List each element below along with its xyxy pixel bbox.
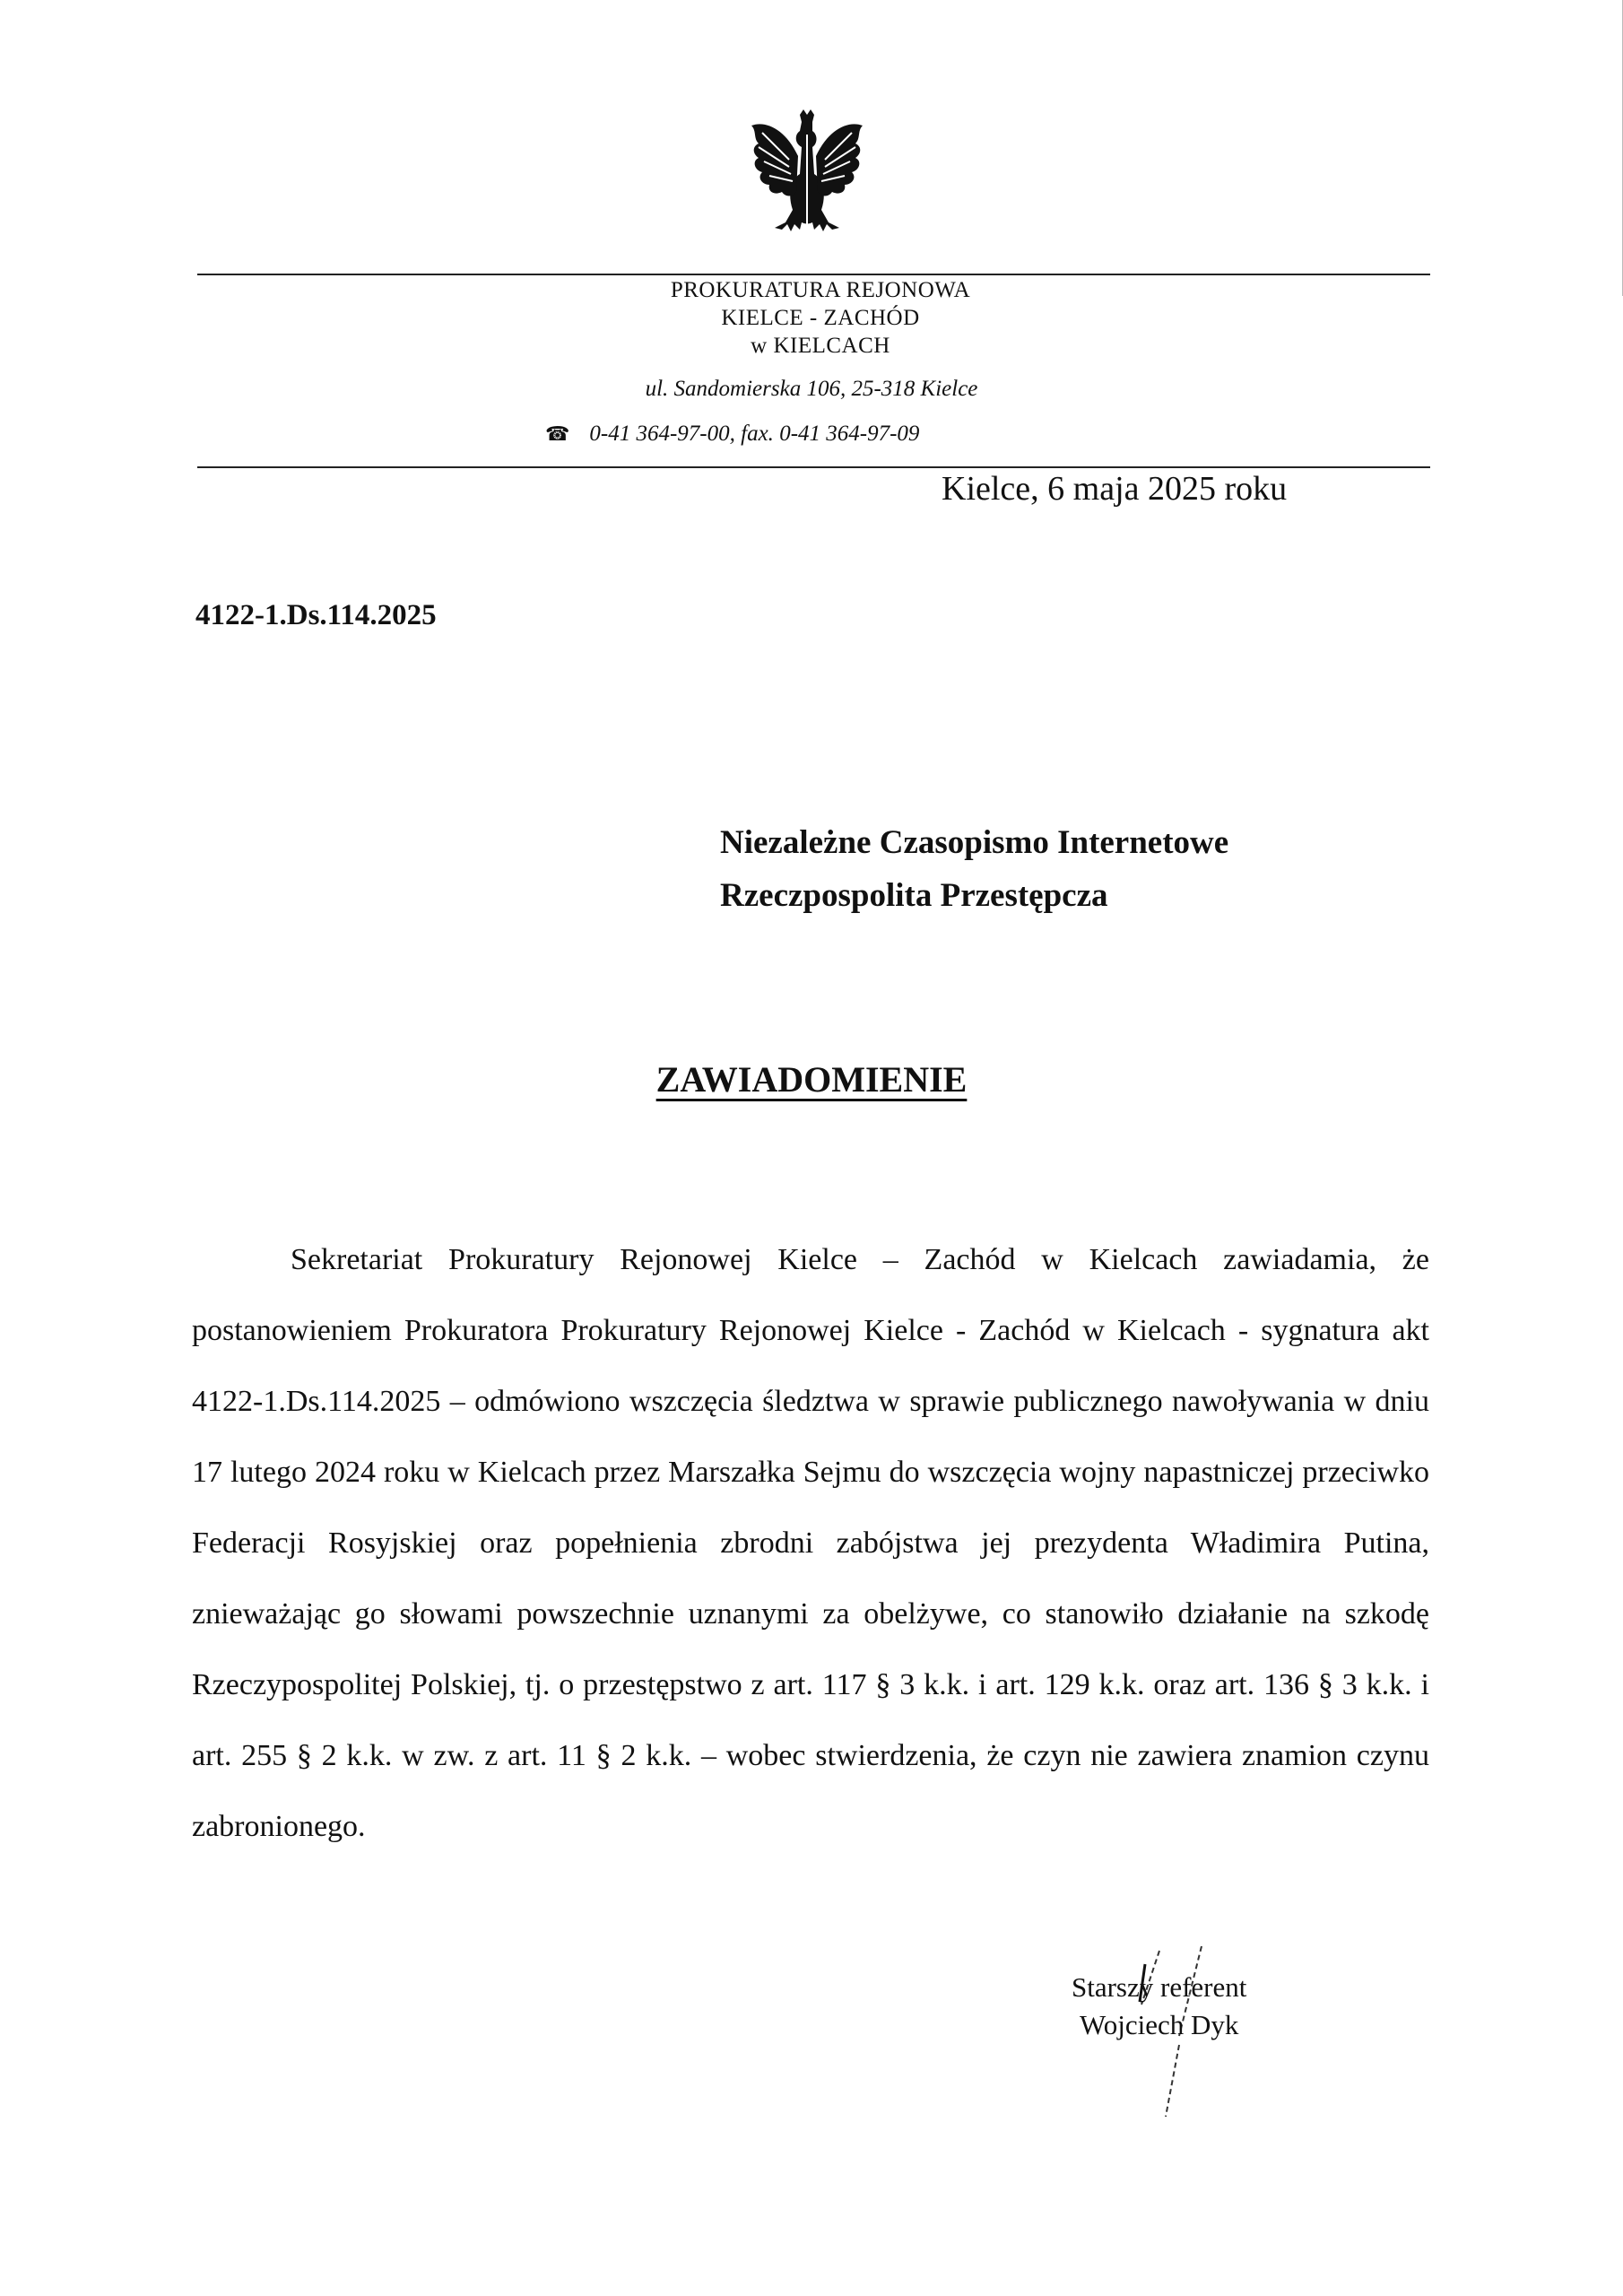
body-paragraph: Sekretariat Prokuratury Rejonowej Kielce – Zachód w Kielcach zawiadamia, że postanowieniem Prokuratora Prokuratury Rejonowej Kielce - Zachód w Kielcach - sygnatura akt 4122-1.Ds.114.2025 – odmówiono wszczęcia śledztwa w sprawie publicznego nawoływania w dniu 17 lutego 2024 roku w Kielcach przez Marszałka Sejmu do wszczęcia wojny napastniczej przeciwko Federacji Rosyjskiej oraz popełnienia zbrodni zabójstwa jej prezydenta Władimira Putina, znieważając go słowami powszechnie uznanymi za obelżywe, co stanowiło działanie na szkodę Rzeczypospolitej Polskiej, tj. o przestępstwo z art. 117 § 3 k.k. i art. 129 k.k. oraz art. 136 § 3 k.k. i art. 255 § 2 k.k. w zw. z art. 11 § 2 k.k. – wobec stwierdzenia, że czyn nie zawiera znamion czynu zabronionego. xyxy=(192,1243,1429,1843)
office-name-line: PROKURATURA REJONOWA xyxy=(670,278,971,302)
document-body xyxy=(192,1224,1429,1862)
document-title-text: ZAWIADOMIENIE xyxy=(655,1059,968,1100)
document-date: Kielce, 6 maja 2025 roku xyxy=(942,470,1288,508)
header-rule-top xyxy=(197,274,1430,275)
recipient-line-1: Niezależne Czasopismo Internetowe xyxy=(720,824,1229,861)
office-name-line: KIELCE - ZACHÓD xyxy=(721,306,920,330)
case-reference: 4122-1.Ds.114.2025 xyxy=(195,599,437,631)
contact-line xyxy=(545,422,919,447)
document-title xyxy=(0,1058,1623,1100)
recipient-line-2: Rzeczpospolita Przestępcza xyxy=(720,877,1108,914)
office-name xyxy=(0,276,1623,360)
phone-number: 0-41 364-97-00, xyxy=(589,422,735,446)
header-rule-bottom xyxy=(197,466,1430,468)
office-name-line: w KIELCACH xyxy=(751,334,890,358)
polish-eagle-emblem-icon xyxy=(744,108,870,251)
telephone-icon: ☎ xyxy=(545,422,570,445)
signatory-position: Starszy referent xyxy=(1072,1971,1247,2003)
office-address: ul. Sandomierska 106, 25-318 Kielce xyxy=(645,377,978,401)
signatory-name: Wojciech Dyk xyxy=(1079,2009,1239,2040)
signature-block xyxy=(1072,1969,1246,2044)
fax-label: fax. xyxy=(741,422,774,446)
fax-number: 0-41 364-97-09 xyxy=(779,422,920,446)
